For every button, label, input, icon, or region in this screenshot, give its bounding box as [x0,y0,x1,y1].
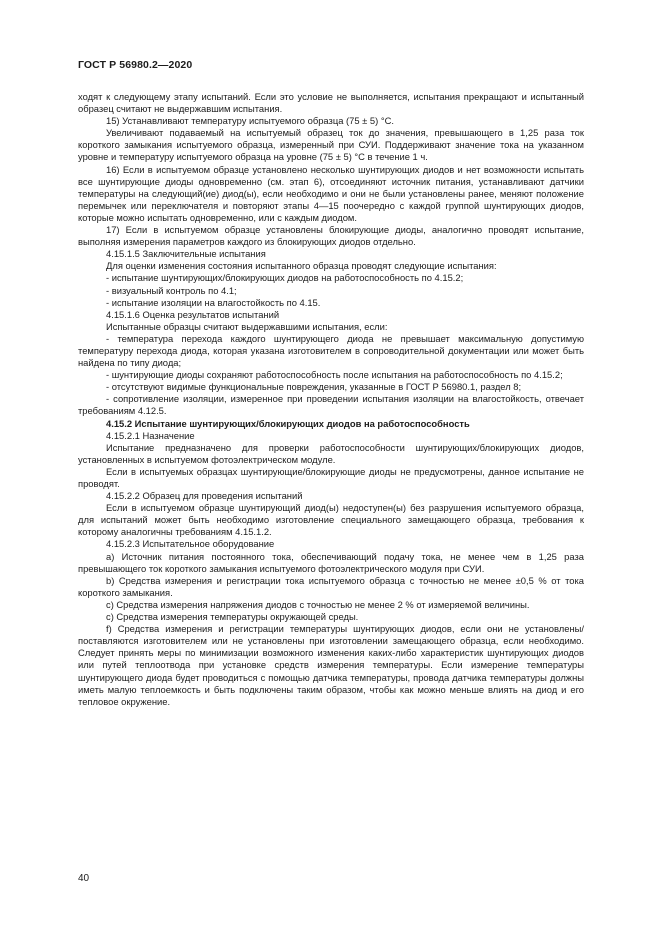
list-item: - сопротивление изоляции, измеренное при проведении испытания изоляции на влагостойкость, отвечает требованиям 4.12.5. [78,393,584,417]
list-item: f) Средства измерения и регистрации температуры шунтирующих диодов, если они не установлены/поставляются изготовителем или не установлены при изготовлении замещающего образца, если необходимо. Следует принять меры по минимизации возможного изменения каких-либо характеристик шунтирующих диодов или путей теплоотвода при установке средств измерения температуры. Если измерение температуры шунтирующего диода будет проводиться с помощью датчика температуры, провода датчика температуры должны иметь малую теплоемкость и быть подключены таким образом, чтобы как можно меньше влиять на диод и его тепловое окружение. [78,623,584,707]
list-item: - визуальный контроль по 4.1; [106,284,237,296]
section-heading: 4.15.2.3 Испытательное оборудование [106,538,275,550]
list-item: - шунтирующие диоды сохраняют работоспособность после испытания на работоспособность по 4.15.2; [106,369,563,381]
paragraph: Если в испытуемом образце шунтирующий диод(ы) недоступен(ы) без разрушения испытуемого образца, для испытаний может быть необходимо изготовление специального замещающего образца, требования к которому аналогичны требованиям 4.15.1.2. [78,502,584,538]
list-item: - температура перехода каждого шунтирующего диода не превышает максимальную допустимую температуру перехода диода, которая указана изготовителем в сопроводительной документации или может быть найдена по типу диода; [78,332,584,369]
paragraph: 16) Если в испытуемом образце установлено несколько шунтирующих диодов и нет возможности испытать все шунтирующие диоды одновременно (см. этап 6), отсоединяют источник питания, устанавливают датчики температуры на следующий(ие) диод(ы), если необходимо и они не были установлены ранее, меняют положение перемычек или переключателя и повторяют этапы 4—15 поочередно с каждой группой шунтирующих диодов, которые можно испытать одновременно, или с каждым диодом. [78,163,584,223]
list-item: - отсутствуют видимые функциональные повреждения, указанные в ГОСТ Р 56980.1, раздел 8; [106,381,522,393]
section-heading: 4.15.1.6 Оценка результатов испытаний [106,308,280,320]
section-heading-bold: 4.15.2 Испытание шунтирующих/блокирующих диодов на работоспособность [106,417,470,429]
paragraph: ходят к следующему этапу испытаний. Если это условие не выполняется, испытания прекращают и испытанный образец считают не выдержавшим испытания. [78,91,584,115]
list-item: - испытание изоляции на влагостойкость по 4.15. [106,296,321,308]
paragraph: Если в испытуемых образцах шунтирующие/блокирующие диоды не предусмотрены, данное испытание не проводят. [78,465,584,489]
document-header: ГОСТ Р 56980.2—2020 [78,59,193,71]
section-heading: 4.15.1.5 Заключительные испытания [106,248,266,260]
section-heading: 4.15.2.1 Назначение [106,429,195,441]
page-number: 40 [78,873,90,884]
paragraph: Для оценки изменения состояния испытанного образца проводят следующие испытания: [106,260,497,272]
section-heading: 4.15.2.2 Образец для проведения испытаний [106,490,303,502]
list-item: - испытание шунтирующих/блокирующих диодов на работоспособность по 4.15.2; [106,272,464,284]
document-body [78,91,584,708]
list-item: а) Источник питания постоянного тока, обеспечивающий подачу тока, не менее чем в 1,25 раза превышающего ток короткого замыкания испытуемого фотоэлектрического модуля при СУИ. [78,550,584,574]
paragraph: 15) Устанавливают температуру испытуемого образца (75 ± 5) °С. [106,115,394,127]
paragraph: 17) Если в испытуемом образце установлены блокирующие диоды, аналогично проводят испытание, выполняя измерения параметров каждого из блокирующих диодов отдельно. [78,224,584,248]
paragraph: Увеличивают подаваемый на испытуемый образец ток до значения, превышающего в 1,25 раза ток короткого замыкания испытуемого образца, измеренный при СУИ. Поддерживают значение тока на указанном уровне и температуру испытуемого образца на уровне (75 ± 5) °С в течение 1 ч. [78,127,584,163]
list-item: с) Средства измерения напряжения диодов с точностью не менее 2 % от измеряемой величины. [106,598,530,610]
paragraph: Испытание предназначено для проверки работоспособности шунтирующих/блокирующих диодов, установленных в испытуемом фотоэлектрическом модуле. [78,441,584,465]
list-item: с) Средства измерения температуры окружающей среды. [106,611,359,623]
paragraph: Испытанные образцы считают выдержавшими испытания, если: [106,320,388,332]
list-item: b) Средства измерения и регистрации тока испытуемого образца с точностью не менее ±0,5 % от тока короткого замыкания. [78,574,584,598]
